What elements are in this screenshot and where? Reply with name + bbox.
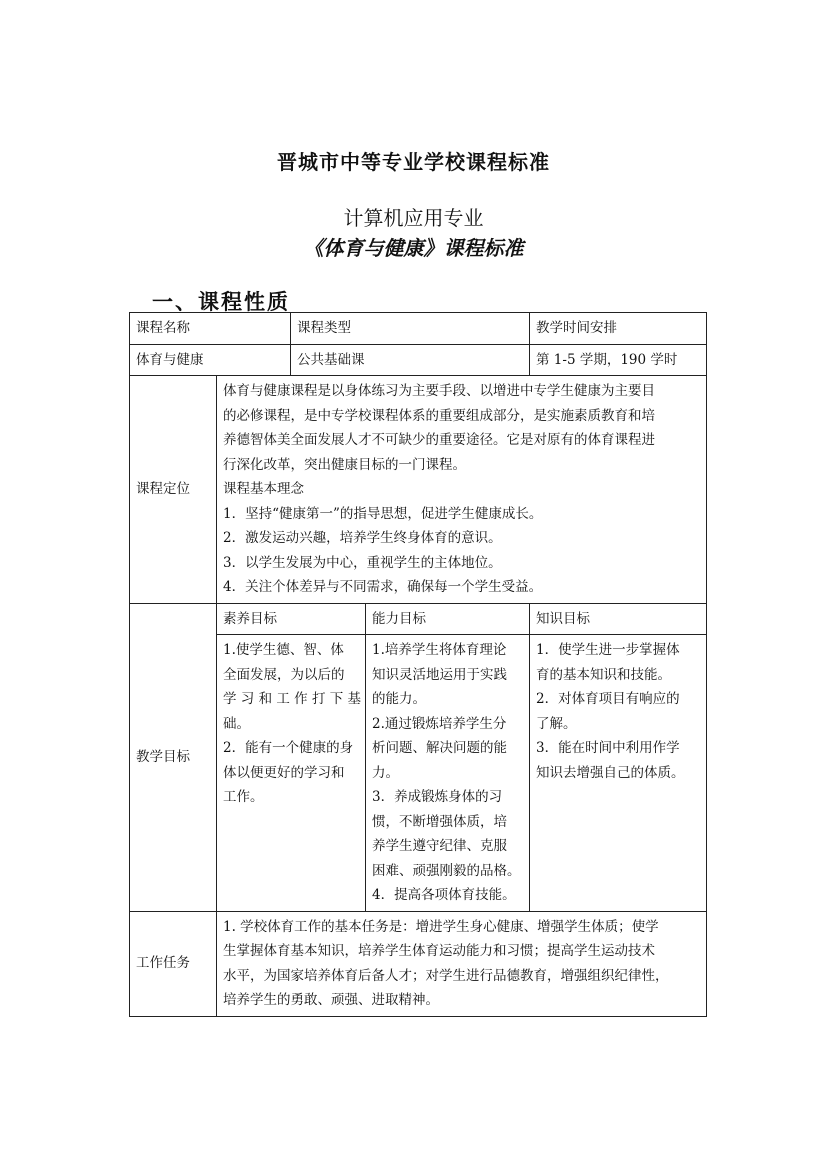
table-header-row (130, 313, 707, 345)
positioning-content (217, 376, 707, 604)
positioning-line: 的必修课程，是中专学校课程体系的重要组成部分，是实施素质教育和培 (223, 407, 655, 424)
knowledge-line: 了解。 (536, 715, 577, 732)
ability-line: 的能力。 (372, 691, 426, 707)
literacy-goal-content (217, 635, 366, 912)
knowledge-line: 1．使学生进一步掌握体 (536, 642, 680, 658)
literacy-line: 体以便更好的学习和 (223, 764, 345, 781)
ability-line: 4．提高各项体育技能。 (372, 887, 516, 903)
knowledge-line: 知识去增强自己的体质。 (536, 764, 685, 781)
literacy-line: 2．能有一个健康的身 (223, 740, 354, 756)
course-name-value: 体育与健康 (130, 344, 291, 376)
knowledge-line: 3．能在时间中利用作学 (536, 740, 680, 756)
header-course-name: 课程名称 (130, 313, 291, 345)
tasks-line: 培养学生的勇敢、顽强、进取精神。 (223, 992, 439, 1008)
literacy-line: 1.使学生德、智、体 (223, 642, 344, 658)
ability-line: 1.培养学生将体育理论 (372, 642, 507, 658)
tasks-content (217, 911, 707, 1016)
ability-line: 析问题、解决问题的能 (372, 740, 507, 756)
ability-line: 知识灵活地运用于实践 (372, 666, 507, 683)
tasks-line: 生掌握体育基本知识，培养学生体育运动能力和习惯；提高学生运动技术 (223, 943, 655, 959)
ability-line: 养学生遵守纪律、克服 (372, 838, 507, 854)
ability-line: 力。 (372, 764, 399, 781)
header-schedule: 教学时间安排 (530, 313, 707, 345)
page-title: 晋城市中等专业学校课程标准 (277, 150, 550, 174)
goals-header-row (130, 603, 707, 635)
ability-line: 2.通过锻炼培养学生分 (372, 715, 507, 732)
literacy-goal-header: 素养目标 (217, 603, 366, 635)
positioning-line: 体育与健康课程是以身体练习为主要手段、以增进中专学生健康为主要目 (223, 383, 655, 399)
knowledge-goal-header: 知识目标 (530, 603, 707, 635)
tasks-line: 水平，为国家培养体育后备人才；对学生进行品德教育，增强组织纪律性， (223, 967, 669, 984)
tasks-line: 1. 学校体育工作的基本任务是：增进学生身心健康、增强学生体质；使学 (223, 918, 659, 935)
knowledge-line: 2．对体育项目有响应的 (536, 691, 680, 707)
literacy-line: 学 习 和 工 作 打 下 基 (223, 691, 362, 707)
positioning-line: 1．坚持“健康第一”的指导思想，促进学生健康成长。 (223, 505, 543, 522)
literacy-line: 工作。 (223, 789, 264, 805)
tasks-row (130, 911, 707, 1016)
ability-line: 困难、顽强刚毅的品格。 (372, 862, 521, 879)
ability-line: 惯，不断增强体质，培 (372, 813, 507, 830)
schedule-value: 第 1-5 学期，190 学时 (530, 344, 707, 376)
positioning-row (130, 376, 707, 604)
positioning-line: 2．激发运动兴趣，培养学生终身体育的意识。 (223, 530, 502, 546)
knowledge-goal-content (530, 635, 707, 912)
ability-goal-header: 能力目标 (366, 603, 530, 635)
ability-goal-content (366, 635, 530, 912)
goals-label: 教学目标 (130, 603, 217, 911)
goals-content-row (130, 635, 707, 912)
ability-line: 3．养成锻炼身体的习 (372, 789, 503, 805)
course-type-value: 公共基础课 (291, 344, 530, 376)
positioning-line: 3．以学生发展为中心，重视学生的主体地位。 (223, 554, 502, 571)
literacy-line: 全面发展，为以后的 (223, 666, 345, 683)
positioning-line: 4．关注个体差异与不同需求，确保每一个学生受益。 (223, 579, 543, 595)
course-table (129, 312, 707, 1017)
literacy-line: 础。 (223, 715, 250, 732)
course-title: 《体育与健康》课程标准 (303, 236, 524, 260)
tasks-label: 工作任务 (130, 911, 217, 1016)
positioning-line: 养德智体美全面发展人才不可缺少的重要途径。它是对原有的体育课程进 (223, 432, 655, 448)
knowledge-line: 育的基本知识和技能。 (536, 666, 672, 683)
header-course-type: 课程类型 (291, 313, 530, 345)
section-heading: 一、课程性质 (152, 289, 290, 314)
positioning-line: 行深化改革，突出健康目标的一门课程。 (223, 456, 466, 473)
major-subtitle: 计算机应用专业 (343, 206, 484, 230)
table-info-row (130, 344, 707, 376)
positioning-line: 课程基本理念 (223, 481, 304, 497)
positioning-label: 课程定位 (130, 376, 217, 604)
